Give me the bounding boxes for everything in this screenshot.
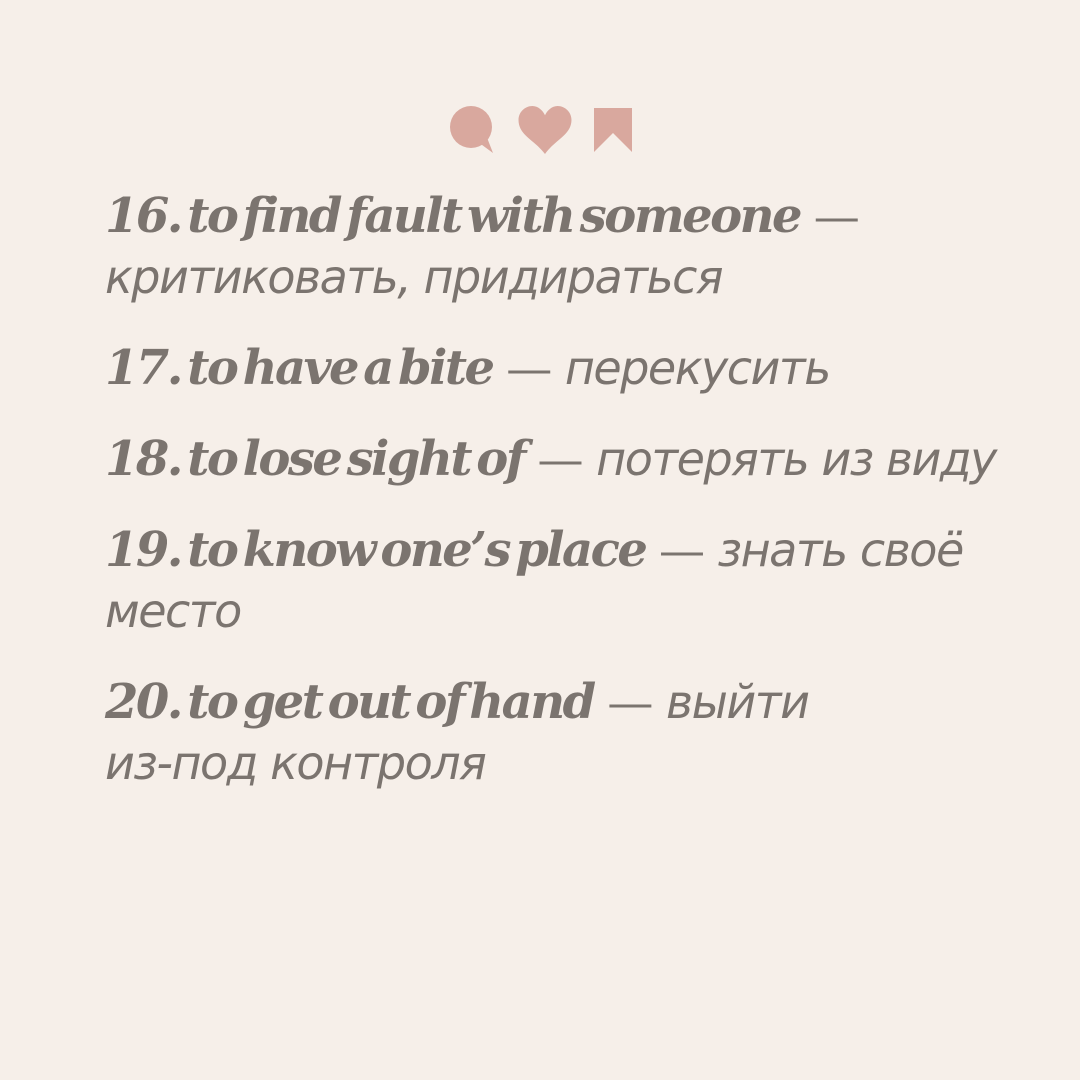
idiom-item: [105, 188, 992, 313]
idiom-list: [0, 188, 1080, 799]
idiom-english-text: 20. to get out of hand: [105, 674, 594, 730]
idiom-russian-text: потерять из виду: [596, 432, 996, 486]
social-icons-row: [0, 0, 1080, 155]
idiom-line: [105, 188, 992, 252]
idiom-russian-text: перекусить: [564, 341, 830, 395]
idiom-dash: —: [645, 523, 718, 577]
idiom-line: [105, 522, 992, 586]
comment-icon: [448, 105, 496, 155]
idiom-russian-text: выйти: [665, 675, 809, 729]
idiom-line: [105, 674, 992, 738]
idiom-item: [105, 340, 992, 404]
idiom-english-text: 19. to know one’s place: [105, 522, 646, 578]
idiom-dash: —: [593, 675, 666, 729]
idiom-line: [105, 340, 992, 404]
idiom-dash: —: [492, 341, 565, 395]
idiom-line: [105, 252, 992, 313]
idiom-item: [105, 431, 996, 495]
idiom-line: [105, 586, 992, 647]
idiom-english-text: 17. to have a bite: [105, 340, 493, 396]
idiom-russian-text: место: [105, 584, 241, 638]
idiom-line: [105, 431, 996, 495]
idiom-english-text: 18. to lose sight of: [105, 431, 524, 487]
bookmark-icon: [594, 108, 632, 152]
idiom-russian-text: из-под контроля: [105, 736, 486, 790]
heart-icon: [518, 106, 572, 154]
idiom-dash: —: [800, 189, 859, 243]
idiom-english-text: 16. to find fault with someone: [105, 188, 801, 244]
idiom-line: [105, 738, 992, 799]
idiom-dash: —: [523, 432, 597, 486]
idiom-item: [105, 522, 992, 647]
idiom-item: [105, 674, 992, 799]
idiom-russian-text: критиковать, придираться: [105, 250, 723, 304]
idiom-russian-text: знать своё: [717, 523, 963, 577]
